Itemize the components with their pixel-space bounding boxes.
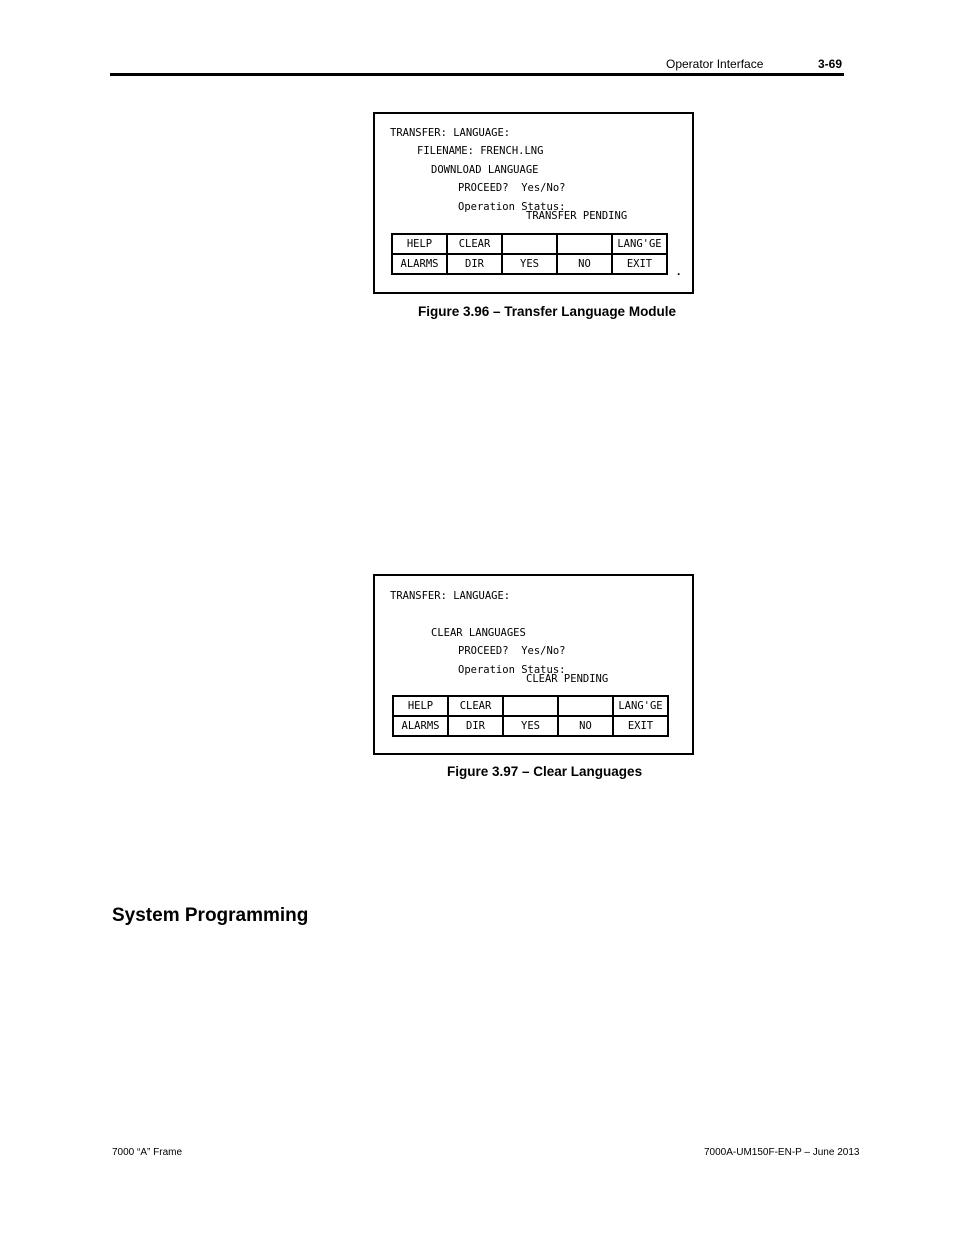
softkey-grid: [392, 695, 669, 737]
softkey-blank[interactable]: [503, 696, 558, 716]
softkey-clear[interactable]: CLEAR: [447, 234, 502, 254]
softkey-yes[interactable]: YES: [502, 254, 557, 274]
screen-line: PROCEED? Yes/No?: [458, 182, 566, 194]
softkey-clear[interactable]: CLEAR: [448, 696, 503, 716]
terminal-screen-transfer: [373, 112, 694, 294]
figure-caption: Figure 3.96 – Transfer Language Module: [418, 304, 677, 319]
screen-line: CLEAR LANGUAGES: [431, 627, 526, 639]
softkey-help[interactable]: HELP: [392, 234, 447, 254]
softkey-blank[interactable]: [557, 234, 612, 254]
page-number: 3-69: [818, 57, 843, 71]
footer-left: 7000 “A” Frame: [112, 1147, 183, 1158]
softkey-no[interactable]: NO: [557, 254, 612, 274]
softkey-language[interactable]: LANG'GE: [612, 234, 667, 254]
softkey-yes[interactable]: YES: [503, 716, 558, 736]
page-header-section: Operator Interface: [666, 57, 764, 71]
section-heading: System Programming: [112, 905, 309, 926]
softkey-exit[interactable]: EXIT: [612, 254, 667, 274]
softkey-language[interactable]: LANG'GE: [613, 696, 668, 716]
screen-line: DOWNLOAD LANGUAGE: [431, 164, 539, 176]
softkey-exit[interactable]: EXIT: [613, 716, 668, 736]
softkey-blank[interactable]: [558, 696, 613, 716]
header-rule: [110, 73, 844, 76]
footer-right: 7000A-UM150F-EN-P – June 2013: [704, 1147, 860, 1158]
softkey-dir[interactable]: DIR: [447, 254, 502, 274]
screen-line: TRANSFER: LANGUAGE:: [390, 127, 511, 139]
screen-line: FILENAME: FRENCH.LNG: [417, 145, 544, 157]
screen-line: TRANSFER PENDING: [526, 210, 628, 222]
softkey-alarms[interactable]: ALARMS: [393, 716, 448, 736]
screen-line: TRANSFER: LANGUAGE:: [390, 590, 511, 602]
softkey-help[interactable]: HELP: [393, 696, 448, 716]
screen-line: PROCEED? Yes/No?: [458, 645, 566, 657]
softkey-blank[interactable]: [502, 234, 557, 254]
terminal-screen-clear: [373, 574, 694, 755]
softkey-grid: [391, 233, 668, 275]
dot-mark: .: [677, 264, 681, 278]
softkey-alarms[interactable]: ALARMS: [392, 254, 447, 274]
figure-caption: Figure 3.97 – Clear Languages: [447, 764, 643, 779]
softkey-no[interactable]: NO: [558, 716, 613, 736]
softkey-dir[interactable]: DIR: [448, 716, 503, 736]
screen-line: CLEAR PENDING: [526, 673, 609, 685]
screen-line: Operation Status:: [458, 201, 566, 213]
screen-line: Operation Status:: [458, 664, 566, 676]
